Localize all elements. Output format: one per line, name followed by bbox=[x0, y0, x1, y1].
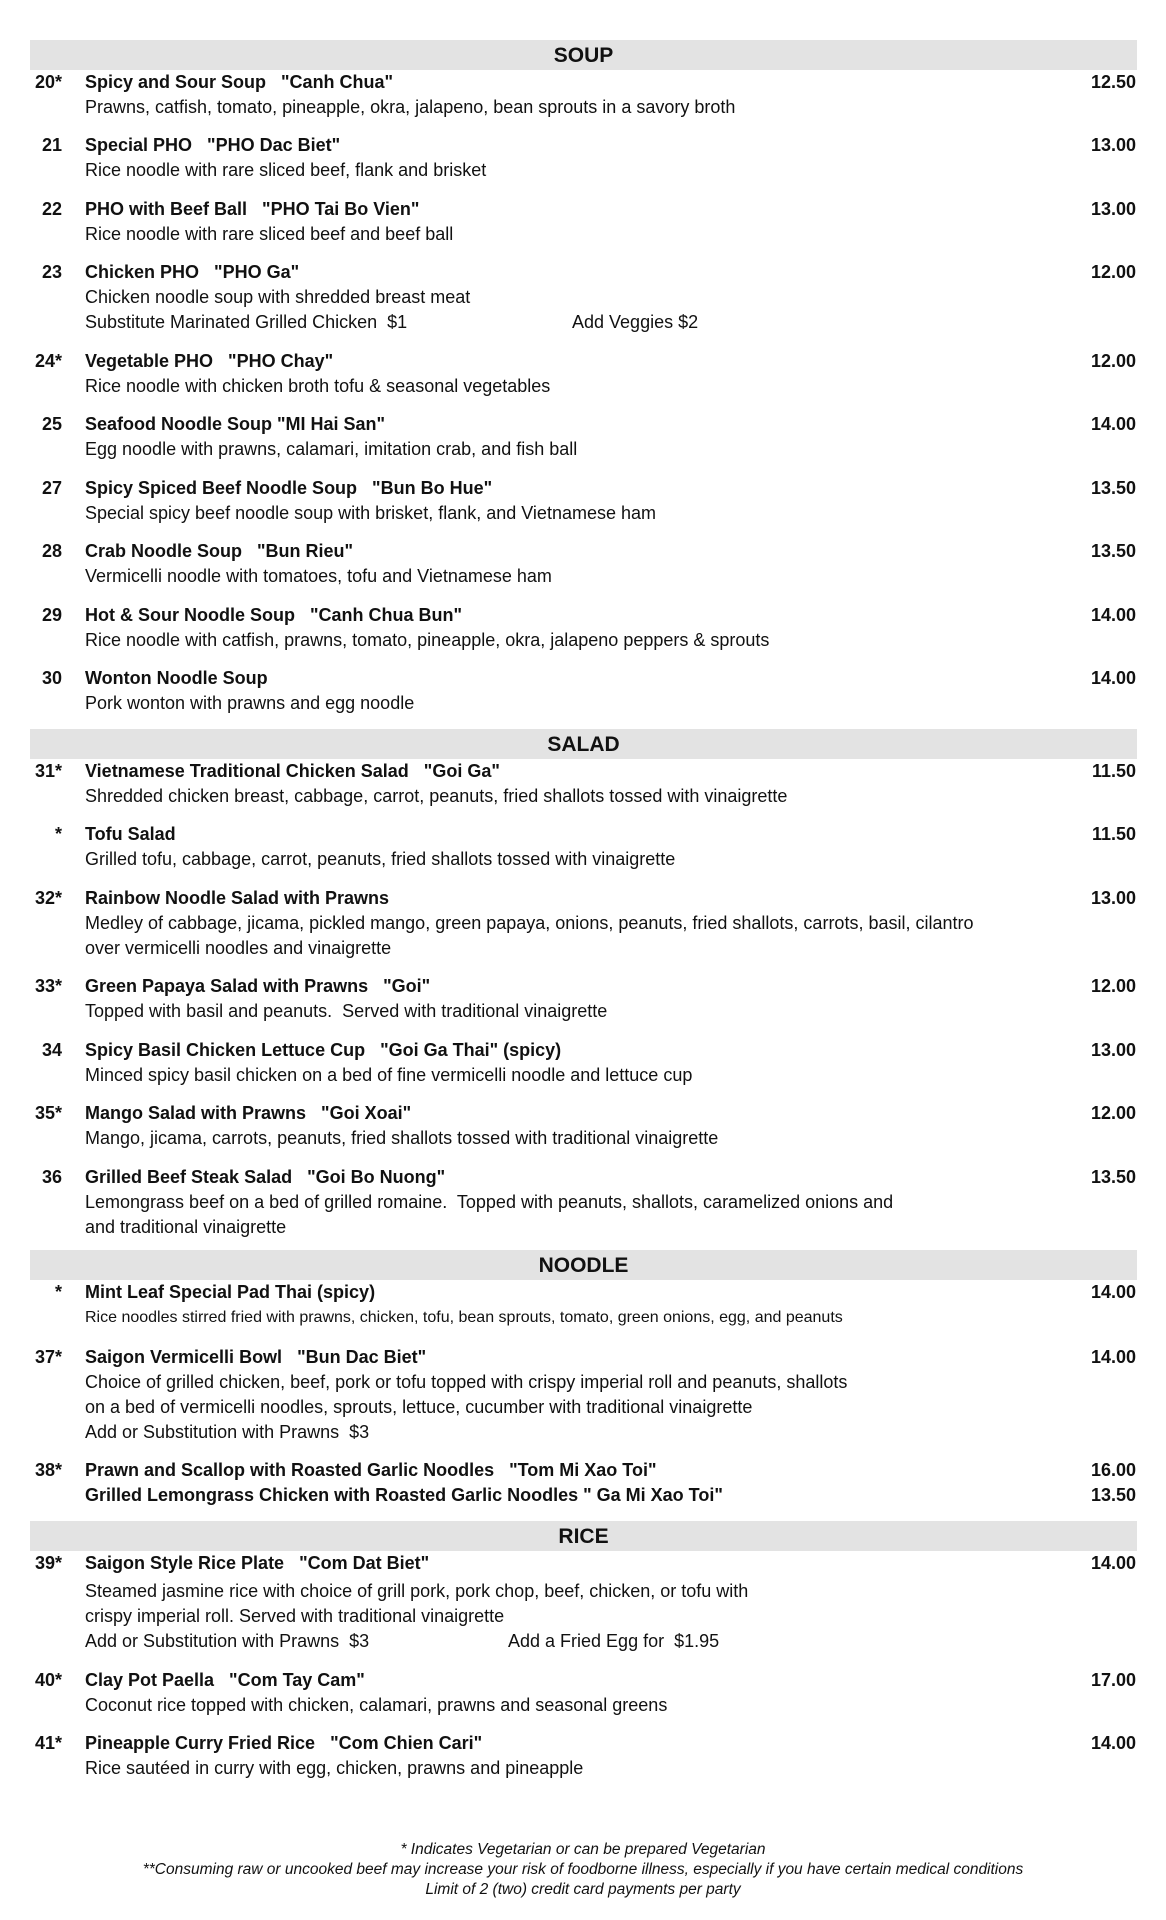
item-price: 12.00 bbox=[1090, 1103, 1136, 1123]
item-description-line2: and traditional vinaigrette bbox=[85, 1217, 287, 1237]
footer-health-warning: **Consuming raw or uncooked beef may increase your risk of foodborne illness, especially if you have certain medical conditions bbox=[142, 1861, 1024, 1878]
item-price-variant: 13.50 bbox=[1090, 1485, 1136, 1505]
item-description: Rice noodles stirred fried with prawns, chicken, tofu, bean sprouts, tomato, green onions, egg, and peanuts bbox=[85, 1309, 843, 1326]
item-number: 30 bbox=[41, 668, 62, 688]
item-number: 39* bbox=[34, 1553, 62, 1573]
item-number: * bbox=[54, 1282, 62, 1302]
item-price: 14.00 bbox=[1090, 668, 1136, 688]
item-number: 31* bbox=[34, 761, 62, 781]
item-number: 35* bbox=[34, 1103, 62, 1123]
item-description: Minced spicy basil chicken on a bed of fine vermicelli noodle and lettuce cup bbox=[85, 1065, 693, 1085]
item-price: 13.50 bbox=[1090, 541, 1136, 561]
item-price: 13.50 bbox=[1090, 1167, 1136, 1187]
item-price: 16.00 bbox=[1090, 1460, 1136, 1480]
item-number: 40* bbox=[34, 1670, 62, 1690]
item-name: Tofu Salad bbox=[85, 824, 176, 844]
item-name: Clay Pot Paella "Com Tay Cam" bbox=[85, 1670, 365, 1690]
item-name: Seafood Noodle Soup "MI Hai San" bbox=[85, 414, 386, 434]
footer-vegetarian-note: * Indicates Vegetarian or can be prepared Vegetarian bbox=[400, 1841, 766, 1858]
item-name: Spicy Spiced Beef Noodle Soup "Bun Bo Hue" bbox=[85, 478, 493, 498]
item-name: Vietnamese Traditional Chicken Salad "Goi Ga" bbox=[85, 761, 500, 781]
item-description: Egg noodle with prawns, calamari, imitation crab, and fish ball bbox=[85, 439, 578, 459]
item-price: 13.00 bbox=[1090, 199, 1136, 219]
item-name: Saigon Vermicelli Bowl "Bun Dac Biet" bbox=[85, 1347, 427, 1367]
footer-payment-note: Limit of 2 (two) credit card payments per party bbox=[425, 1881, 741, 1898]
item-name: Vegetable PHO "PHO Chay" bbox=[85, 351, 334, 371]
item-name: Grilled Beef Steak Salad "Goi Bo Nuong" bbox=[85, 1167, 446, 1187]
item-description: Rice sautéed in curry with egg, chicken, prawns and pineapple bbox=[85, 1758, 584, 1778]
item-description: Shredded chicken breast, cabbage, carrot, peanuts, fried shallots tossed with vinaigrette bbox=[85, 786, 788, 806]
item-description: Coconut rice topped with chicken, calamari, prawns and seasonal greens bbox=[85, 1695, 668, 1715]
item-number: 25 bbox=[41, 414, 62, 434]
item-name: Mango Salad with Prawns "Goi Xoai" bbox=[85, 1103, 412, 1123]
item-description: Special spicy beef noodle soup with brisket, flank, and Vietnamese ham bbox=[85, 503, 656, 523]
item-price: 17.00 bbox=[1090, 1670, 1136, 1690]
item-description: Rice noodle with chicken broth tofu & seasonal vegetables bbox=[85, 376, 551, 396]
item-substitution: Add or Substitution with Prawns $3 bbox=[85, 1631, 370, 1651]
item-number: 34 bbox=[41, 1040, 62, 1060]
item-description: Rice noodle with rare sliced beef, flank and brisket bbox=[85, 160, 487, 180]
section-header-soup: SOUP bbox=[30, 40, 1137, 70]
item-description: Chicken noodle soup with shredded breast meat bbox=[85, 287, 471, 307]
item-name: Crab Noodle Soup "Bun Rieu" bbox=[85, 541, 354, 561]
item-name: Rainbow Noodle Salad with Prawns bbox=[85, 888, 390, 908]
item-description: Lemongrass beef on a bed of grilled romaine. Topped with peanuts, shallots, caramelized onions and bbox=[85, 1192, 894, 1212]
item-substitution: Add or Substitution with Prawns $3 bbox=[85, 1422, 370, 1442]
item-number: 32* bbox=[34, 888, 62, 908]
item-addon: Add Veggies $2 bbox=[572, 312, 699, 332]
item-price: 13.00 bbox=[1090, 888, 1136, 908]
item-description: Rice noodle with rare sliced beef and beef ball bbox=[85, 224, 454, 244]
item-number: 41* bbox=[34, 1733, 62, 1753]
item-name: PHO with Beef Ball "PHO Tai Bo Vien" bbox=[85, 199, 420, 219]
item-price: 12.00 bbox=[1090, 262, 1136, 282]
section-header-rice: RICE bbox=[30, 1521, 1137, 1551]
item-price: 13.00 bbox=[1090, 135, 1136, 155]
item-number: 28 bbox=[41, 541, 62, 561]
item-description-line2: on a bed of vermicelli noodles, sprouts, lettuce, cucumber with traditional vinaigrette bbox=[85, 1397, 753, 1417]
item-description: Grilled tofu, cabbage, carrot, peanuts, fried shallots tossed with vinaigrette bbox=[85, 849, 676, 869]
item-price: 11.50 bbox=[1091, 824, 1136, 844]
item-name: Spicy Basil Chicken Lettuce Cup "Goi Ga Thai" (spicy) bbox=[85, 1040, 562, 1060]
item-price: 13.00 bbox=[1090, 1040, 1136, 1060]
item-description-line2: crispy imperial roll. Served with traditional vinaigrette bbox=[85, 1606, 505, 1626]
item-price: 12.00 bbox=[1090, 351, 1136, 371]
item-number: 24* bbox=[34, 351, 62, 371]
item-name: Special PHO "PHO Dac Biet" bbox=[85, 135, 341, 155]
item-name: Saigon Style Rice Plate "Com Dat Biet" bbox=[85, 1553, 430, 1573]
item-price: 12.50 bbox=[1090, 72, 1136, 92]
item-name: Wonton Noodle Soup bbox=[85, 668, 268, 688]
section-header-salad: SALAD bbox=[30, 729, 1137, 759]
item-number: 29 bbox=[41, 605, 62, 625]
item-description: Prawns, catfish, tomato, pineapple, okra, jalapeno, bean sprouts in a savory broth bbox=[85, 97, 736, 117]
item-price: 13.50 bbox=[1090, 478, 1136, 498]
item-description: Steamed jasmine rice with choice of grill pork, pork chop, beef, chicken, or tofu with bbox=[85, 1581, 749, 1601]
item-name: Chicken PHO "PHO Ga" bbox=[85, 262, 300, 282]
item-number: 23 bbox=[41, 262, 62, 282]
item-name: Green Papaya Salad with Prawns "Goi" bbox=[85, 976, 431, 996]
item-description: Pork wonton with prawns and egg noodle bbox=[85, 693, 415, 713]
item-number: 21 bbox=[41, 135, 62, 155]
item-price: 14.00 bbox=[1090, 414, 1136, 434]
item-name-variant: Grilled Lemongrass Chicken with Roasted Garlic Noodles " Ga Mi Xao Toi" bbox=[85, 1485, 723, 1505]
item-price: 14.00 bbox=[1090, 1733, 1136, 1753]
item-description: Medley of cabbage, jicama, pickled mango, green papaya, onions, peanuts, fried shallots, carrots, basil, cilantro bbox=[85, 913, 974, 933]
item-number: 22 bbox=[41, 199, 62, 219]
item-price: 14.00 bbox=[1090, 1553, 1136, 1573]
item-substitution: Substitute Marinated Grilled Chicken $1 bbox=[85, 312, 408, 332]
item-name: Pineapple Curry Fried Rice "Com Chien Cari" bbox=[85, 1733, 483, 1753]
item-number: * bbox=[54, 824, 62, 844]
item-price: 12.00 bbox=[1090, 976, 1136, 996]
item-price: 14.00 bbox=[1090, 605, 1136, 625]
item-name: Mint Leaf Special Pad Thai (spicy) bbox=[85, 1282, 376, 1302]
item-price: 11.50 bbox=[1091, 761, 1136, 781]
item-number: 20* bbox=[34, 72, 62, 92]
item-price: 14.00 bbox=[1090, 1282, 1136, 1302]
item-number: 38* bbox=[34, 1460, 62, 1480]
item-price: 14.00 bbox=[1090, 1347, 1136, 1367]
item-number: 33* bbox=[34, 976, 62, 996]
item-number: 36 bbox=[41, 1167, 62, 1187]
item-description: Mango, jicama, carrots, peanuts, fried shallots tossed with traditional vinaigrette bbox=[85, 1128, 719, 1148]
item-name: Hot & Sour Noodle Soup "Canh Chua Bun" bbox=[85, 605, 463, 625]
item-description: Vermicelli noodle with tomatoes, tofu and Vietnamese ham bbox=[85, 566, 552, 586]
item-description: Topped with basil and peanuts. Served with traditional vinaigrette bbox=[85, 1001, 608, 1021]
item-number: 37* bbox=[34, 1347, 62, 1367]
section-header-noodle: NOODLE bbox=[30, 1250, 1137, 1280]
item-number: 27 bbox=[41, 478, 62, 498]
item-name: Prawn and Scallop with Roasted Garlic Noodles "Tom Mi Xao Toi" bbox=[85, 1460, 657, 1480]
item-addon: Add a Fried Egg for $1.95 bbox=[508, 1631, 720, 1651]
item-description: Choice of grilled chicken, beef, pork or tofu topped with crispy imperial roll and peanuts, shallots bbox=[85, 1372, 848, 1392]
item-name: Spicy and Sour Soup "Canh Chua" bbox=[85, 72, 394, 92]
item-description-line2: over vermicelli noodles and vinaigrette bbox=[85, 938, 392, 958]
item-description: Rice noodle with catfish, prawns, tomato, pineapple, okra, jalapeno peppers & sprouts bbox=[85, 630, 770, 650]
